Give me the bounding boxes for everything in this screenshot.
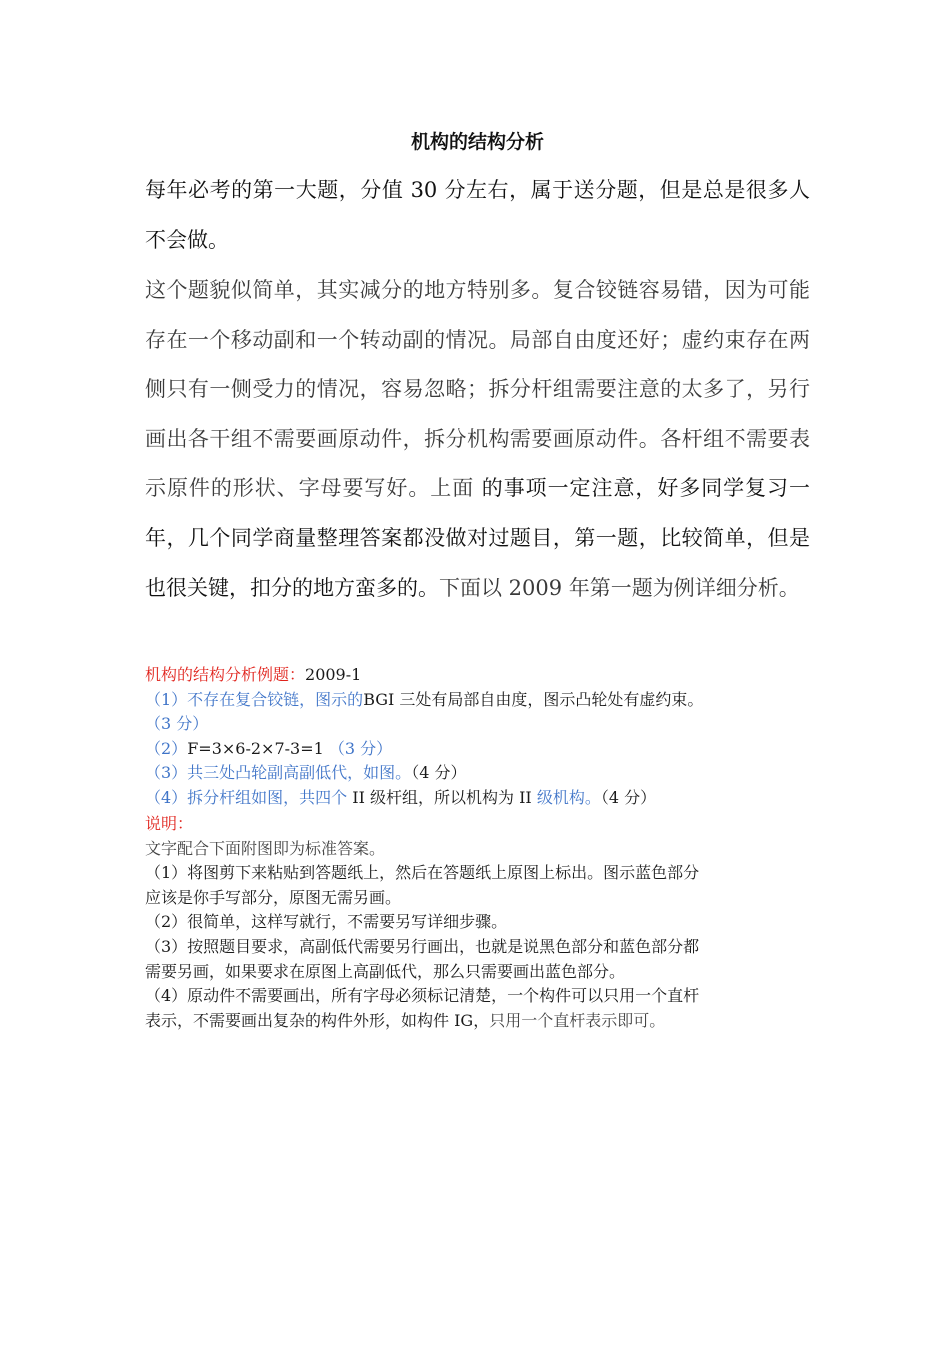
notes-line-4b: [145, 1009, 810, 1034]
example-item-4-a: （4）拆分杆组如图，共四个: [145, 787, 348, 807]
document-title: 机构的结构分析: [410, 131, 544, 153]
example-item-1-a: （1）不存在复合铰链，图示的: [145, 689, 364, 709]
notes-line-2: （2）很简单，这样写就行，不需要另写详细步骤。: [145, 912, 508, 932]
example-year: 2009-1: [305, 665, 362, 684]
example-heading-line: [145, 663, 810, 688]
notes-section: [145, 812, 810, 1033]
example-item-2-formula: F=3×6-2×7-3=1: [187, 738, 324, 758]
notes-line-4a: （4）原动件不需要画出，所有字母必须标记清楚，一个构件可以只用一个直杆: [145, 986, 700, 1006]
notes-line-3b: 需要另画，如果要求在原图上高副低代，那么只需要画出蓝色部分。: [145, 961, 626, 981]
example-section: [145, 663, 810, 811]
notes-line-4b-b: 只用一个直杆表示即可。: [489, 1010, 666, 1030]
example-item-4-b: II 级杆组，所以机构为 II: [352, 787, 532, 807]
notes-line-1a: （1）将图剪下来粘贴到答题纸上，然后在答题纸上原图上标出。图示蓝色部分: [145, 863, 700, 883]
intro-paragraph-2: [145, 266, 810, 613]
intro-paragraph-2-part-c: 下面以 2009 年第一题为例详细分析。: [439, 575, 800, 600]
example-item-3: [145, 761, 810, 786]
intro-paragraph-2-part-a: 这个题貌似简单，其实减分的地方特别多。复合铰链容易错，因为可能存在一个移动副和一个转动副的情况。局部自由度还好；虚约束存在两侧只有一侧受力的情况，容易忽略；拆分杆组需要注意的太多了，另行画出各干组不需要画原动件，拆分机构需要画原动件。各杆组不需要表示原件的形状、字母要写好。上面: [145, 278, 810, 501]
example-item-1-score: （3 分）: [145, 714, 209, 734]
example-item-3-score: （4 分）: [411, 763, 467, 783]
example-heading: 机构的结构分析例题：: [145, 665, 306, 684]
example-item-3-a: （3）共三处凸轮副高副低代，如图。: [145, 763, 412, 783]
example-item-4-score: （4 分）: [600, 787, 657, 807]
example-item-2-a: （2）: [145, 738, 188, 758]
example-item-2-score: （3 分）: [328, 738, 393, 758]
intro-paragraph-2-part-b: 的事项一定注意，好多同学复习一年，几个同学商量整理答案都没做对过题目，第一题，比较简单，但是也很关键，扣分的地方蛮多的。: [145, 476, 810, 600]
notes-line-1b: 应该是你手写部分，原图无需另画。: [145, 887, 402, 907]
notes-line-0: 文字配合下面附图即为标准答案。: [145, 838, 386, 858]
example-item-4-c: 级机构。: [536, 787, 601, 807]
example-item-4: [145, 786, 810, 811]
example-item-1-b: BGI 三处有局部自由度，图示凸轮处有虚约束。: [363, 689, 704, 709]
intro-paragraph-1: 每年必考的第一大题，分值 30 分左右，属于送分题，但是总是很多人不会做。: [145, 178, 810, 252]
example-item-2: [145, 737, 810, 762]
example-item-1: [145, 688, 810, 713]
notes-heading: 说明：: [145, 814, 194, 833]
notes-line-4b-a: 表示，不需要画出复杂的构件外形，如构件 IG，: [145, 1010, 490, 1030]
notes-line-3a: （3）按照题目要求，高副低代需要另行画出，也就是说黑色部分和蓝色部分都: [145, 936, 700, 956]
